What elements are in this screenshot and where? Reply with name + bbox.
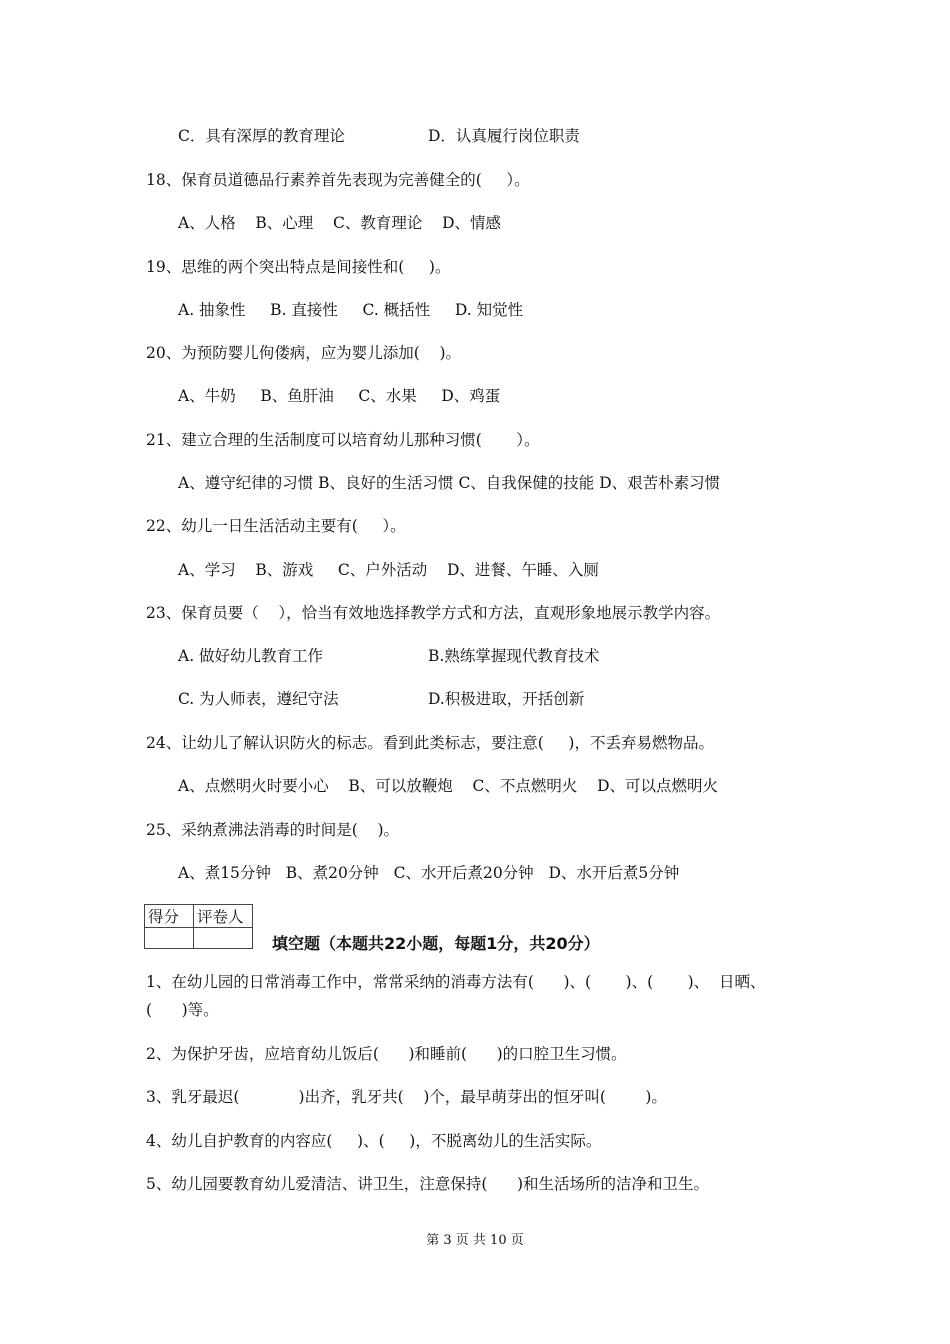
q17-option-c: C．具有深厚的教育理论 bbox=[178, 127, 345, 145]
question-24: 24、让幼儿了解认识防火的标志。看到此类标志，要注意( )，不丢弃易燃物品。 bbox=[146, 734, 714, 752]
score-cell[interactable] bbox=[145, 928, 194, 949]
question-25: 25、采纳煮沸法消毒的时间是( )。 bbox=[146, 821, 400, 839]
question-23-option-d: D.积极进取，开括创新 bbox=[428, 690, 585, 708]
fill-question-4: 4、幼儿自护教育的内容应( )、( )，不脱离幼儿的生活实际。 bbox=[146, 1132, 602, 1150]
question-19-options: A. 抽象性 B. 直接性 C. 概括性 D. 知觉性 bbox=[178, 301, 524, 319]
question-23-option-a: A. 做好幼儿教育工作 bbox=[178, 647, 324, 665]
question-23: 23、保育员要（ ），恰当有效地选择教学方式和方法，直观形象地展示教学内容。 bbox=[146, 604, 721, 622]
score-label: 得分 bbox=[145, 905, 194, 928]
question-22: 22、幼儿一日生活活动主要有( ）。 bbox=[146, 517, 406, 535]
grader-cell[interactable] bbox=[194, 928, 253, 949]
grader-label: 评卷人 bbox=[194, 905, 253, 928]
page-footer: 第 3 页 共 10 页 bbox=[426, 1233, 524, 1248]
fill-question-2: 2、为保护牙齿，应培育幼儿饭后( )和睡前( )的口腔卫生习惯。 bbox=[146, 1045, 627, 1063]
score-box bbox=[144, 904, 253, 949]
q17-option-d: D．认真履行岗位职责 bbox=[428, 127, 580, 145]
question-22-options: A、学习 B、游戏 C、户外活动 D、进餐、午睡、入厕 bbox=[178, 561, 599, 579]
question-24-options: A、点燃明火时要小心 B、可以放鞭炮 C、不点燃明火 D、可以点燃明火 bbox=[178, 777, 718, 795]
question-23-option-b: B.熟练掌握现代教育技术 bbox=[428, 647, 600, 665]
question-21: 21、建立合理的生活制度可以培育幼儿那种习惯( ）。 bbox=[146, 431, 540, 449]
fill-question-3: 3、乳牙最迟( )出齐，乳牙共( )个，最早萌芽出的恒牙叫( )。 bbox=[146, 1088, 667, 1106]
question-19: 19、思维的两个突出特点是间接性和( )。 bbox=[146, 258, 451, 276]
question-20: 20、为预防婴儿佝偻病，应为婴儿添加( )。 bbox=[146, 344, 462, 362]
question-18: 18、保育员道德品行素养首先表现为完善健全的( ）。 bbox=[146, 171, 530, 189]
question-20-options: A、牛奶 B、鱼肝油 C、水果 D、鸡蛋 bbox=[178, 387, 501, 405]
question-23-option-c: C. 为人师表，遵纪守法 bbox=[178, 690, 339, 708]
section-title: 填空题（本题共22小题，每题1分，共20分） bbox=[272, 934, 600, 953]
fill-question-1: 1、在幼儿园的日常消毒工作中，常常采纳的消毒方法有( )、( )、( )、 日晒、 bbox=[146, 973, 766, 991]
fill-question-1-cont: ( )等。 bbox=[146, 1001, 219, 1019]
question-25-options: A、煮15分钟 B、煮20分钟 C、水开后煮20分钟 D、水开后煮5分钟 bbox=[178, 864, 680, 882]
fill-question-5: 5、幼儿园要教育幼儿爱清洁、讲卫生，注意保持( )和生活场所的洁净和卫生。 bbox=[146, 1175, 710, 1193]
question-21-options: A、遵守纪律的习惯 B、良好的生活习惯 C、自我保健的技能 D、艰苦朴素习惯 bbox=[178, 474, 721, 492]
question-18-options: A、人格 B、心理 C、教育理论 D、情感 bbox=[178, 214, 501, 232]
